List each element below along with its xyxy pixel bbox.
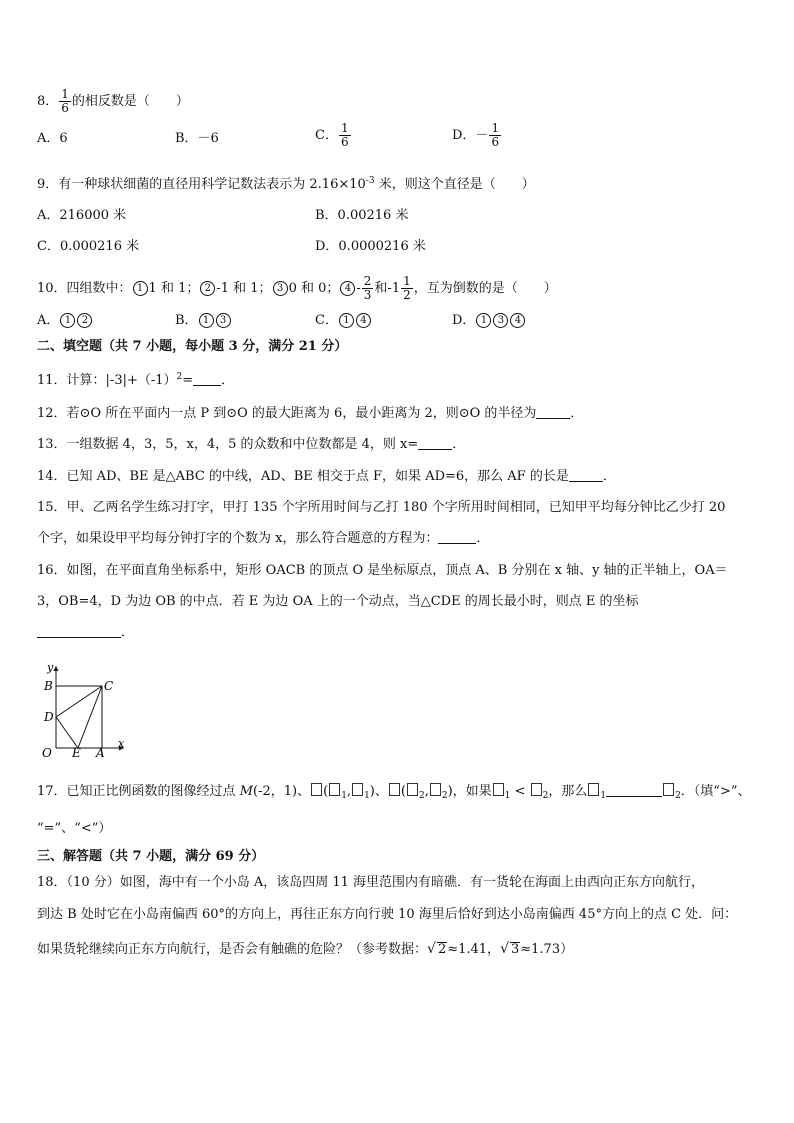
question-stem: 12．若⊙O 所在平面内一点 P 到⊙O 的最大距离为 6，最小距离为 2，则⊙O 的半径为 xyxy=(37,406,537,421)
question-15-line-2 xyxy=(37,530,489,548)
q10-option-a xyxy=(37,312,93,330)
section-heading-solutions: 三、解答题（共 7 小题，满分 69 分） xyxy=(37,849,265,864)
placeholder-box xyxy=(389,783,400,796)
question-12 xyxy=(37,405,583,423)
fraction-denominator: 6 xyxy=(340,135,349,149)
period: ． xyxy=(221,373,235,388)
q9-option-d: D．0.0000216 米 xyxy=(315,239,426,254)
question-stem: 11．计算：|-3|+（-1） xyxy=(37,373,177,388)
pair-text: 和-1 xyxy=(374,281,401,296)
fraction xyxy=(59,88,71,115)
section-heading-fill-in: 二、填空题（共 7 小题，每小题 3 分，满分 21 分） xyxy=(37,339,348,354)
circled-number: 1 xyxy=(60,313,75,328)
q9-option-a: A．216000 米 xyxy=(37,208,127,223)
pair-text: 1 和 1； xyxy=(148,281,200,296)
circled-number: 1 xyxy=(133,281,148,296)
subscript: 2 xyxy=(418,791,425,801)
label-D: D xyxy=(44,710,54,724)
subscript: 1 xyxy=(600,791,607,801)
question-18-line-2: 到达 B 处时它在小岛南偏西 60°的方向上，再往正东方向行驶 10 海里后恰好到达小岛南偏西 45°方向上的点 C 处．问： xyxy=(37,907,738,922)
question-14 xyxy=(37,468,616,486)
q9-option-c: C．0.000216 米 xyxy=(37,239,140,254)
fraction-denominator: 2 xyxy=(403,288,411,302)
approx-value: ≈1.41， xyxy=(447,942,501,957)
equals-sign: = xyxy=(182,373,194,388)
option-label: B． xyxy=(175,313,198,328)
question-18-line-3 xyxy=(37,940,573,959)
question-stem-end: ，互为倒数的是（ ） xyxy=(413,281,557,296)
option-label: A． xyxy=(37,313,60,328)
point-glyph: ( $_1$, $_1$) xyxy=(310,784,375,799)
circled-number: 4 xyxy=(510,313,525,328)
circled-number: 1 xyxy=(476,313,491,328)
circled-number: 3 xyxy=(493,313,508,328)
placeholder-box xyxy=(588,783,599,796)
question-8 xyxy=(37,88,189,115)
label-x: x xyxy=(118,737,125,750)
fraction-denominator: 3 xyxy=(363,288,372,302)
q10-option-b xyxy=(175,312,232,330)
circled-number: 2 xyxy=(200,281,215,296)
label-B: B xyxy=(44,679,53,693)
circled-number: 4 xyxy=(356,313,371,328)
answer-blank[interactable] xyxy=(536,406,570,419)
question-stem: 10．四组数中： xyxy=(37,281,132,296)
placeholder-box xyxy=(493,783,504,796)
circled-number: 3 xyxy=(273,281,288,296)
q10-option-c xyxy=(315,312,372,330)
answer-blank[interactable] xyxy=(606,784,662,797)
fraction-numerator: 1 xyxy=(491,121,500,135)
placeholder-box xyxy=(407,783,418,796)
fraction xyxy=(401,275,413,302)
subscript: 1 xyxy=(364,791,370,801)
separator: 、 xyxy=(374,784,388,799)
y-axis-arrow xyxy=(54,666,59,671)
placeholder-box xyxy=(311,783,322,796)
q8-option-b: B．－6 xyxy=(175,131,219,146)
segment-EC xyxy=(78,686,102,748)
q8-option-a: A．6 xyxy=(37,131,68,146)
circled-number: 4 xyxy=(340,281,355,296)
coordinate-figure xyxy=(38,660,128,758)
radicand: 3 xyxy=(510,942,520,957)
question-15-line-1: 15．甲、乙两名学生练习打字，甲打 135 个字所用时间与乙打 180 个字所用时间相同，已知甲平均每分钟比乙少打 20 xyxy=(37,500,726,515)
circled-number: 2 xyxy=(77,313,92,328)
sqrt-icon: √ xyxy=(427,941,436,957)
period: ． xyxy=(476,531,490,546)
question-16-line-3 xyxy=(37,624,134,642)
question-stem: 9．有一种球状细菌的直径用科学记数法表示为 2.16×10 xyxy=(37,177,366,192)
question-stem: 的相反数是（ ） xyxy=(71,94,189,109)
then-text: ，那么 xyxy=(548,784,588,799)
fraction-denominator: 6 xyxy=(491,135,500,149)
subscript: 1 xyxy=(504,791,511,801)
circled-number: 3 xyxy=(216,313,231,328)
q10-option-d xyxy=(452,312,526,330)
exponent: 2 xyxy=(176,372,183,382)
question-18-line-1: 18．（10 分）如图，海中有一个小岛 A，该岛四周 11 海里范围内有暗礁．有一货轮在海面上由西向正东方向航行， xyxy=(37,875,705,890)
subscript: 2 xyxy=(441,791,448,801)
label-C: C xyxy=(104,679,114,693)
q8-option-d xyxy=(452,122,502,149)
fraction xyxy=(362,275,374,302)
period: ． xyxy=(602,469,616,484)
label-y: y xyxy=(47,661,54,674)
placeholder-box xyxy=(352,783,363,796)
circled-number: 1 xyxy=(199,313,214,328)
subscript: 1 xyxy=(341,791,347,801)
option-label: C． xyxy=(315,313,338,328)
option-label: D．－ xyxy=(452,128,489,143)
option-label: C． xyxy=(315,128,338,143)
question-11 xyxy=(37,368,234,390)
less-than: < xyxy=(510,784,530,799)
point-M: M xyxy=(239,784,253,799)
subscript: 2 xyxy=(675,791,681,801)
question-stem: 13．一组数据 4，3，5，x，4，5 的众数和中位数都是 4，则 x= xyxy=(37,437,419,452)
radicand: 2 xyxy=(437,942,447,957)
placeholder-box xyxy=(329,783,340,796)
point-glyph: ( $_2$, $_2$) xyxy=(388,784,453,799)
option-label: D． xyxy=(452,313,476,328)
separator: 、 xyxy=(297,784,311,799)
question-9 xyxy=(37,172,535,194)
pair-text: 0 和 0； xyxy=(288,281,340,296)
question-10 xyxy=(37,275,557,302)
question-stem: 个字，如果设甲平均每分钟打字的个数为 x，那么符合题意的方程为： xyxy=(37,531,439,546)
label-A: A xyxy=(96,746,105,758)
circled-number: 1 xyxy=(339,313,354,328)
question-16-line-2: 3，OB=4，D 为边 OB 的中点．若 E 为边 OA 上的一个动点，当△CDE 的周长最小时，则点 E 的坐标 xyxy=(37,594,639,609)
question-17-line-1 xyxy=(37,783,750,805)
placeholder-box xyxy=(430,783,441,796)
question-17-line-2: “=”、“<”） xyxy=(37,821,112,836)
answer-blank[interactable] xyxy=(438,531,476,544)
fraction-numerator: 2 xyxy=(363,274,372,288)
question-number: 8． xyxy=(37,94,59,109)
approx-value: ≈1.73） xyxy=(520,942,574,957)
answer-blank[interactable] xyxy=(193,373,221,386)
question-stem: 14．已知 AD、BE 是△ABC 的中线，AD、BE 相交于点 F，如果 AD=6，那么 AF 的长是 xyxy=(37,469,569,484)
placeholder-box xyxy=(663,783,674,796)
q9-option-b: B．0.00216 米 xyxy=(315,208,409,223)
label-O: O xyxy=(42,746,52,758)
question-13 xyxy=(37,436,465,454)
fraction-numerator: 1 xyxy=(61,87,69,101)
question-16-line-1: 16．如图，在平面直角坐标系中，矩形 OACB 的顶点 O 是坐标原点，顶点 A、B 分别在 x 轴、y 轴的正半轴上，OA＝ xyxy=(37,563,728,578)
condition-text: ，如果 xyxy=(452,784,492,799)
answer-blank[interactable] xyxy=(37,625,121,638)
question-stem-end: 米，则这个直径是（ ） xyxy=(374,177,535,192)
fill-hint: ．（填“>”、 xyxy=(680,784,751,799)
subscript: 2 xyxy=(542,791,549,801)
fraction xyxy=(339,122,351,149)
question-stem: 如果货轮继续向正东方向航行，是否会有触礁的危险？（参考数据： xyxy=(37,942,428,957)
exponent: -3 xyxy=(365,176,375,186)
segment-DE xyxy=(56,717,78,748)
point-M-coords: (-2，1) xyxy=(253,784,298,799)
period: ． xyxy=(452,437,466,452)
pair-text: - xyxy=(356,281,361,296)
period: ． xyxy=(570,406,584,421)
answer-blank[interactable] xyxy=(569,469,603,482)
period: ． xyxy=(121,625,135,640)
label-E: E xyxy=(72,746,81,758)
fraction-numerator: 1 xyxy=(403,274,411,288)
fraction-denominator: 6 xyxy=(61,101,69,115)
placeholder-box xyxy=(531,783,542,796)
question-stem: 17．已知正比例函数的图像经过点 xyxy=(37,784,240,799)
fraction xyxy=(489,122,501,149)
segment-DC xyxy=(56,686,102,717)
pair-text: -1 和 1； xyxy=(216,281,272,296)
sqrt-icon: √ xyxy=(500,941,509,957)
answer-blank[interactable] xyxy=(418,437,452,450)
q8-option-c xyxy=(315,122,352,149)
fraction-numerator: 1 xyxy=(340,121,349,135)
